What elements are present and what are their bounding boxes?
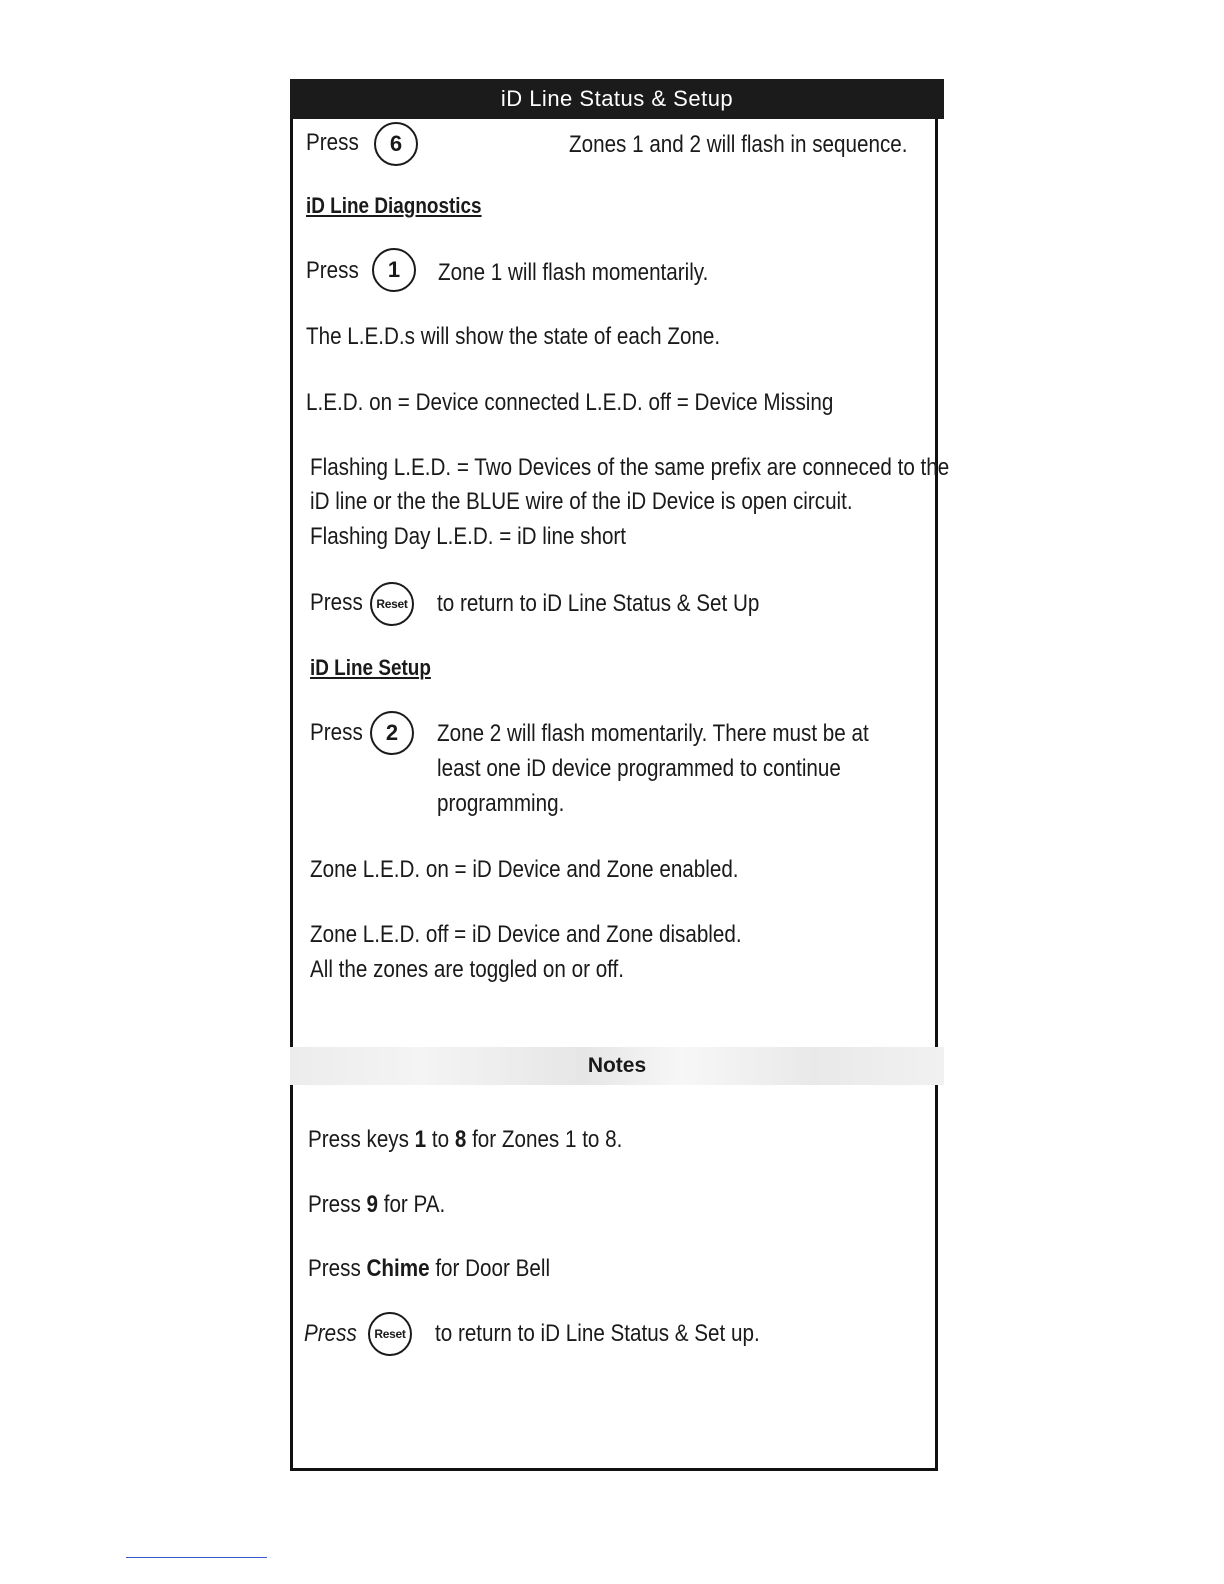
- diagnostics-heading: iD Line Diagnostics: [306, 193, 482, 218]
- flashing-led-line-2: iD line or the the BLUE wire of the iD Device is open circuit.: [310, 488, 853, 515]
- diagnostics-key-text: Zone 1 will flash momentarily.: [438, 259, 709, 286]
- zone-led-off-line: Zone L.E.D. off = iD Device and Zone disabled.: [310, 921, 742, 948]
- notes-title-bar: [290, 1047, 944, 1085]
- key-2-button[interactable]: 2: [370, 711, 414, 755]
- key-1-button[interactable]: 1: [372, 248, 416, 292]
- notes-return-text: to return to iD Line Status & Set up.: [435, 1320, 760, 1347]
- led-state-line: The L.E.D.s will show the state of each Zone.: [306, 323, 721, 350]
- setup-heading: iD Line Setup: [310, 655, 431, 680]
- reset-button[interactable]: Reset: [368, 1312, 412, 1356]
- setup-key-text-3: programming.: [437, 790, 565, 817]
- notes-zone-keys-line: Press keys 1 to 8 for Zones 1 to 8.: [308, 1126, 623, 1153]
- press-label: Press: [306, 129, 359, 156]
- setup-key-text-1: Zone 2 will flash momentarily. There must be at: [437, 720, 869, 747]
- page-divider: [126, 1557, 267, 1558]
- flashing-day-led-line: Flashing Day L.E.D. = iD line short: [310, 523, 627, 550]
- press-label: Press: [304, 1320, 357, 1347]
- notes-chime-line: Press Chime for Door Bell: [308, 1255, 551, 1282]
- setup-key-text-2: least one iD device programmed to continue: [437, 755, 841, 782]
- notes-title: Notes: [587, 1054, 647, 1077]
- press-label: Press: [310, 719, 363, 746]
- notes-pa-line: Press 9 for PA.: [308, 1191, 446, 1218]
- press-label: Press: [306, 257, 359, 284]
- return-text: to return to iD Line Status & Set Up: [437, 590, 760, 617]
- setup-panel: [290, 79, 950, 1471]
- reset-button[interactable]: Reset: [370, 582, 414, 626]
- status-row-text: Zones 1 and 2 will flash in sequence.: [569, 131, 908, 158]
- key-6-button[interactable]: 6: [374, 122, 418, 166]
- flashing-led-line-1: Flashing L.E.D. = Two Devices of the same prefix are conneced to the: [310, 454, 950, 481]
- panel-title: iD Line Status & Setup: [290, 79, 944, 119]
- press-label: Press: [310, 589, 363, 616]
- led-on-off-line: L.E.D. on = Device connected L.E.D. off = Device Missing: [306, 389, 834, 416]
- toggle-line: All the zones are toggled on or off.: [310, 956, 625, 983]
- zone-led-on-line: Zone L.E.D. on = iD Device and Zone enabled.: [310, 856, 739, 883]
